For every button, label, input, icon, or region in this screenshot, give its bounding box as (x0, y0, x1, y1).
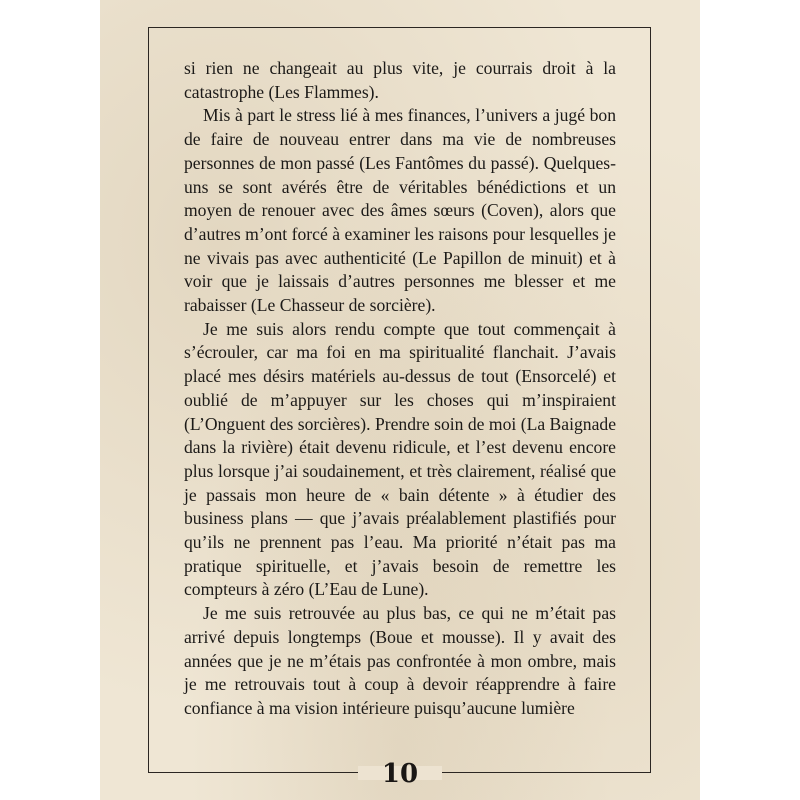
paragraph-2: Mis à part le stress lié à mes finances, l’univers a jugé bon de faire de nouveau entrer dans ma vie de nombreuses personnes de mon passé (Les Fantômes du passé). Quelques-uns se sont avérés être de véritables bénédictions et un moyen de renouer avec des âmes sœurs (Coven), alors que d’autres m’ont forcé à examiner les raisons pour lesquelles je ne vivais pas avec authenticité (Le Papillon de minuit) et à voir que je laissais d’autres personnes me blesser et me rabaisser (Le Chasseur de sorcière). (184, 105, 616, 316)
paragraph-3: Je me suis alors rendu compte que tout commençait à s’écrouler, car ma foi en ma spiritualité flanchait. J’avais placé mes désirs matériels au-dessus de tout (Ensorcelé) et oublié de m’appuyer sur les choses qui m’inspiraient (L’Onguent des sorcières). Prendre soin de moi (La Baignade dans la rivière) était devenu ridicule, et l’est devenu encore plus lorsque j’ai soudainement, et très clairement, réalisé que je passais mon heure de « bain détente » à étudier des business plans — que j’avais préalablement plastifiés pour qu’ils ne prennent pas l’eau. Ma priorité n’était pas ma pratique spirituelle, et j’avais besoin de remettre les compteurs à zéro (L’Eau de Lune). (184, 318, 616, 600)
body-text (184, 57, 616, 721)
page-number: 10 (381, 759, 419, 789)
paragraph-4: Je me suis retrouvée au plus bas, ce qui ne m’était pas arrivé depuis longtemps (Boue et mousse). Il y avait des années que je ne m’étais pas confrontée à mon ombre, mais je me retrouvais tout à coup à devoir réapprendre à faire confiance à ma vision intérieure puisqu’aucune lumière (184, 603, 616, 718)
paragraph-1: si rien ne changeait au plus vite, je courrais droit à la catastrophe (Les Flammes). (184, 58, 616, 102)
